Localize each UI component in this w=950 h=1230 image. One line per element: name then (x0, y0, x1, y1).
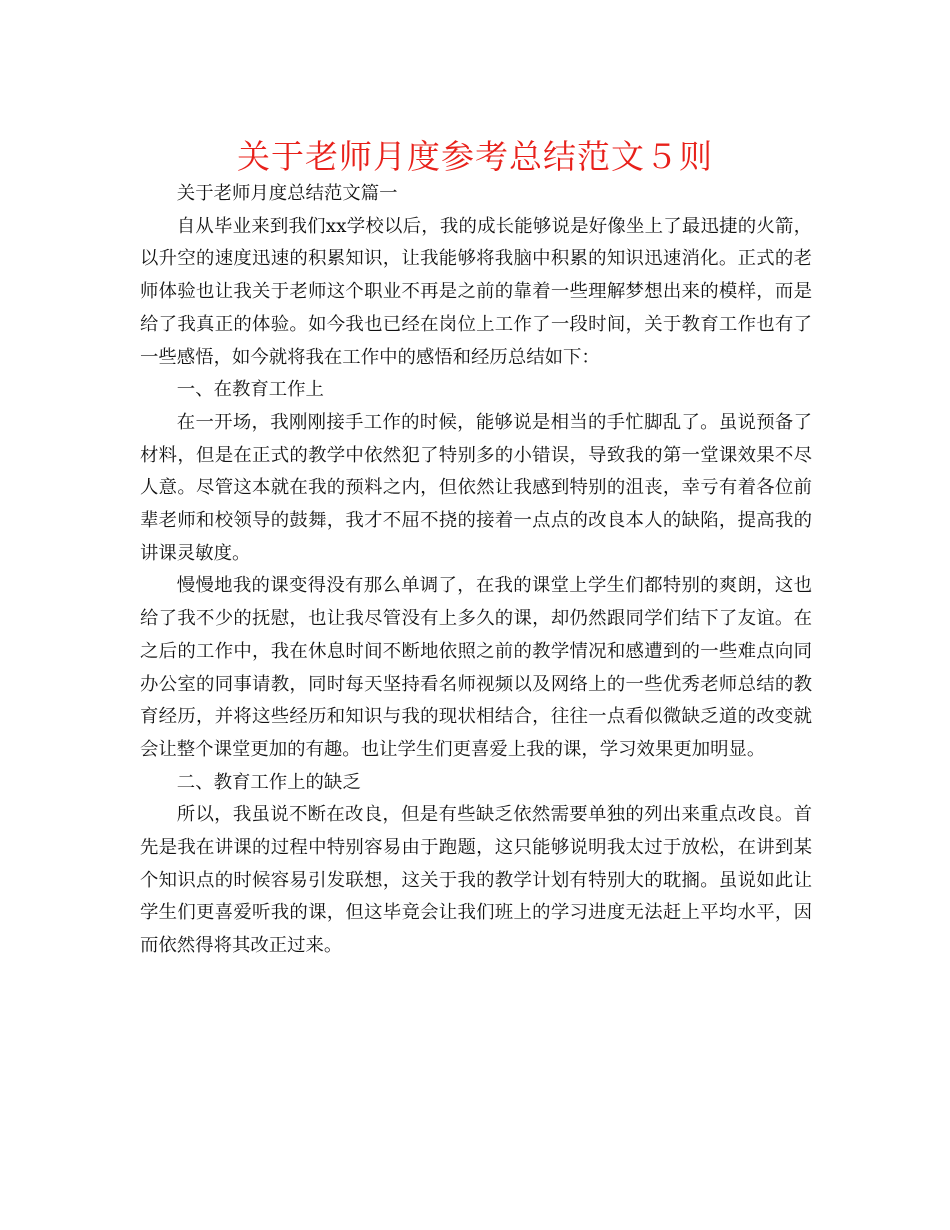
section-heading-teaching-work: 一、在教育工作上 (176, 379, 324, 401)
section-heading-shortcomings: 二、教育工作上的缺乏 (176, 771, 361, 793)
document-title: 关于老师月度参考总结范文５则 (237, 137, 713, 176)
paragraph-improvements: 所以，我虽说不断在改良，但是有些缺乏依然需要单独的列出来重点改良。首先是我在讲课的过程中特别容易由于跑题，这只能够说明我太过于放松，在讲到某个知识点的时候容易引发联想，这关于我的教学计划有特别大的耽搁。虽说如此让学生们更喜爱听我的课，但这毕竟会让我们班上的学习进度无法赶上平均水平，因而依然得将其改正过来。 (140, 804, 812, 957)
document-body (140, 178, 812, 963)
paragraph-intro: 自从毕业来到我们xx学校以后，我的成长能够说是好像坐上了最迅捷的火箭，以升空的速度迅速的积累知识，让我能够将我脑中积累的知识迅速消化。正式的老师体验也让我关于老师这个职业不再是之前的靠着一些理解梦想出来的模样，而是给了我真正的体验。如今我也已经在岗位上工作了一段时间，关于教育工作也有了一些感悟，如今就将我在工作中的感悟和经历总结如下： (140, 215, 812, 368)
section-heading-article-one: 关于老师月度总结范文篇一 (176, 183, 398, 204)
paragraph-first-lessons: 在一开场，我刚刚接手工作的时候，能够说是相当的手忙脚乱了。虽说预备了材料，但是在正式的教学中依然犯了特别多的小错误，导致我的第一堂课效果不尽人意。尽管这本就在我的预料之内，但依然让我感到特别的沮丧，幸亏有着各位前辈老师和校领导的鼓舞，我才不屈不挠的接着一点点的改良本人的缺陷，提高我的讲课灵敏度。 (140, 411, 812, 564)
paragraph-progress: 慢慢地我的课变得没有那么单调了，在我的课堂上学生们都特别的爽朗，这也给了我不少的抚慰，也让我尽管没有上多久的课，却仍然跟同学们结下了友谊。在之后的工作中，我在休息时间不断地依照之前的教学情况和感遭到的一些难点向同办公室的同事请教，同时每天坚持看名师视频以及网络上的一些优秀老师总结的教育经历，并将这些经历和知识与我的现状相结合，往往一点看似微缺乏道的改变就会让整个课堂更加的有趣。也让学生们更喜爱上我的课，学习效果更加明显。 (140, 575, 812, 760)
